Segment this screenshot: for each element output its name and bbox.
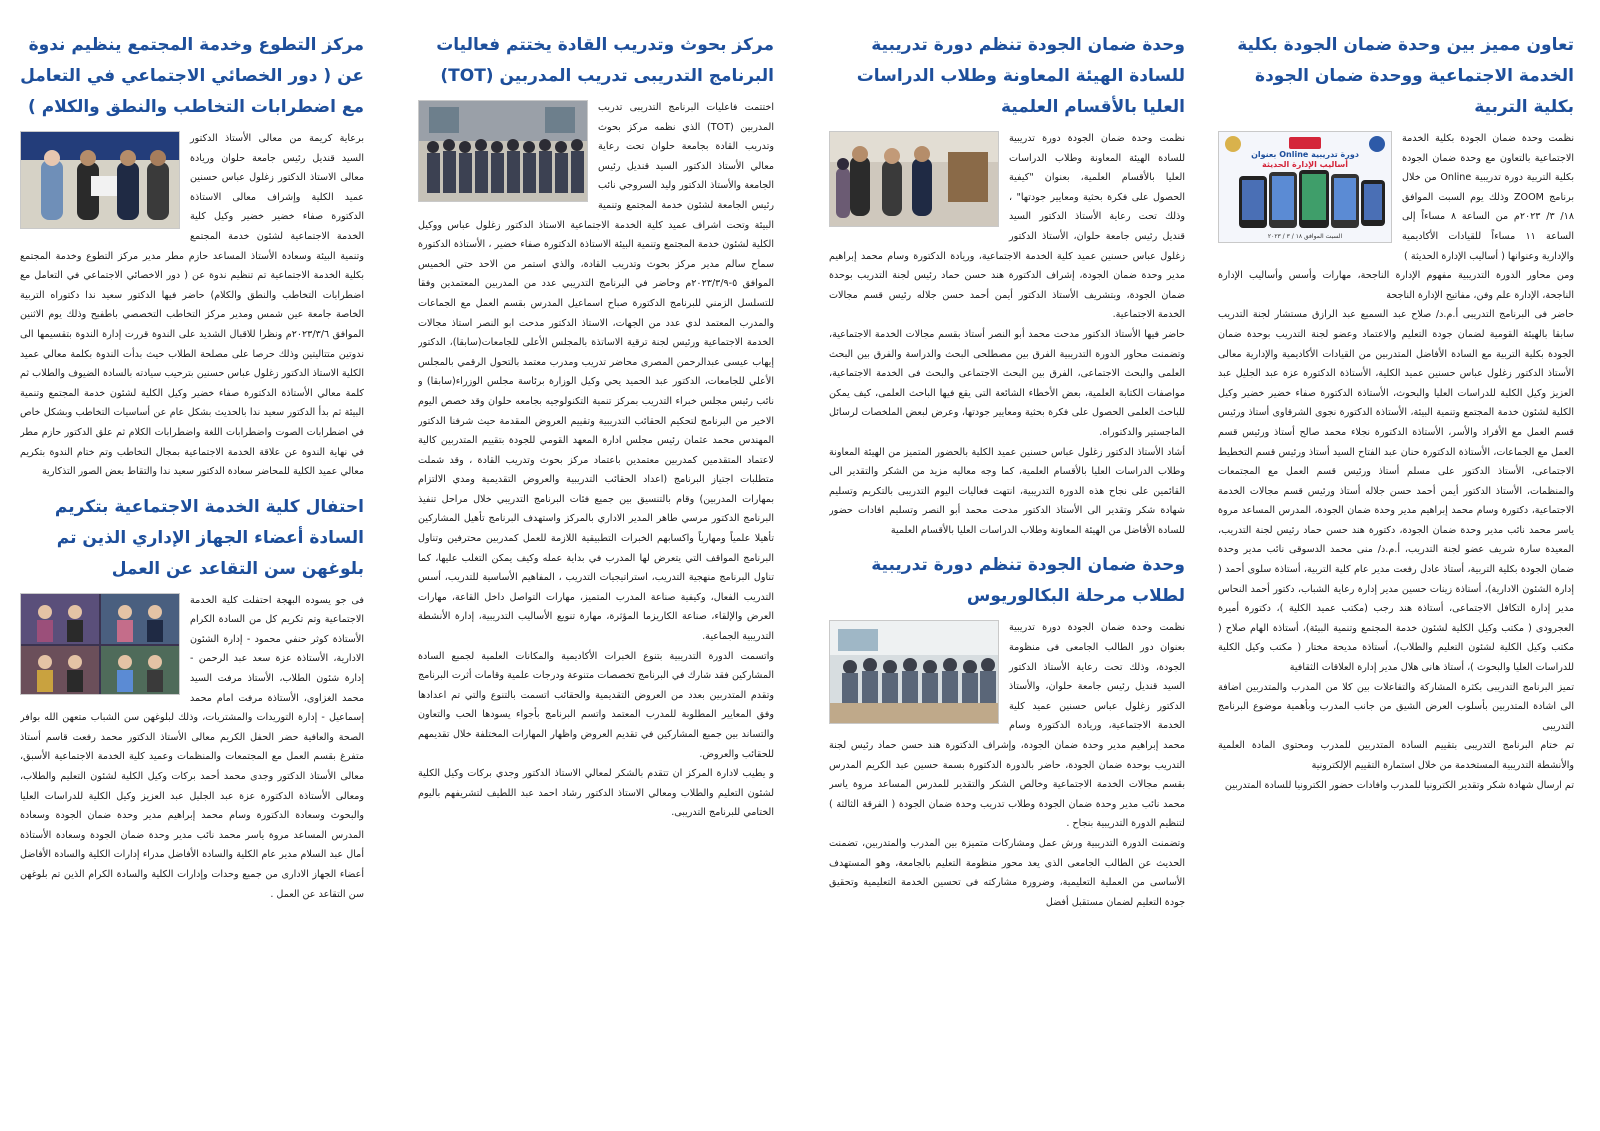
article-5-title: مركز التطوع وخدمة المجتمع ينظيم ندوة عن ( دور الخصائي الاجتماعي في التعامل مع اضطرابات التخاطب والنطق والكلام ) bbox=[20, 35, 364, 117]
article-3-paragraph: نظمت وحدة ضمان الجودة دورة تدريبية بعنوان دور الطالب الجامعى فى منظومة الجودة، وذلك تحت رعاية الأستاذ الدكتور السيد قنديل رئيس جامعة حلوان، والأستاذ الدكتور زغلول عباس حسنين عميد كلية الخدمة الاجتماعية، وريادة الدكتورة وسام محمد إبراهيم مدير وحدة ضمان الجودة، وإشراف الدكتورة هند حسن حماد رئيس لجنة التدريب بوحدة ضمان الجودة، حاضر بالدورة الدكتورة بسمة حسين عبد الكريم المدرس بقسم مجالات الخدمة الاجتماعية وخالص الشكر والتقدير للمدرس المساعد مروة ياسر محمد نائب مدير وحدة ضمان الجودة وطلاب تدريب وحدة ضمان الجودة ( الفرقة الثالثة ) لتنظيم الدورة التدريبية بنجاح . bbox=[829, 622, 1185, 830]
zoom-badge-icon bbox=[1289, 137, 1321, 149]
article-3-photo bbox=[829, 620, 999, 724]
article-2-paragraph: حاضر فيها الأستاذ الدكتور مدحت محمد أبو النصر أستاذ بقسم مجالات الخدمة الاجتماعية، وتضمنت محاور الدورة التدريبية الفرق بين مصطلحى البحث والدراسة والفرق بين البحث العلمى والبحث الاجتماعى، الفرق بين البحث الاجتماعى والبحث فى الخدمة الاجتماعية، مواصفات الكتابة العلمية، بعض الأخطاء الشائعة التى يقع فيها الباحث العلمى، كيف يمكن للباحث العلمى الحصول على فكرة بحثية ومعايير جودتها، وعرض لبعض الملخصات لرسائل الماجستير والدكتوراه. bbox=[829, 328, 1185, 438]
column-1 bbox=[1218, 30, 1574, 1115]
article-4-paragraph: واتسمت الدورة التدريبية بتنوع الخبرات الأكاديمية والمكانات العلمية لجميع السادة المشاركين فقد شارك في البرنامج تخصصات متنوعة ودرجات علمية وقامات أثرت البرنامج وتقدم المتدربين بعدد من العروض التقديمية والحقائب اتسمت بالتنوع والتي تم اعدادها وفق المعايير المطلوبة للمدرب المعتمد واتسم البرنامج بأجواء يسودها الحب والتعاون والتساند بين جميع المشاركين في تقديم العروض واظهار المهارات المختلفة خلال تقديمهم للحقائب والعروض. bbox=[418, 650, 774, 760]
column-4 bbox=[20, 30, 364, 1115]
column-2 bbox=[829, 30, 1185, 1115]
article-1-paragraph: تم ارسال شهادة شكر وتقدير الكترونيا للمدرب وافادات حضور الكترونيا للسادة المتدربين bbox=[1224, 779, 1574, 791]
article-2-paragraph: نظمت وحدة ضمان الجودة دورة تدريبية للسادة الهيئة المعاونة وطلاب الدراسات العليا بالأقسام العلمية، بعنوان "كيفية الحصول على فكرة بحثية ومعايير جودتها" ، وذلك تحت رعاية الأستاذ الدكتور السيد قنديل رئيس جامعة حلوان، الأستاذ الدكتور زغلول عباس حسنين عميد كلية الخدمة الاجتماعية، وريادة الدكتورة وسام محمد إبراهيم مدير وحدة ضمان الجودة، إشراف الدكتورة هند حسن حماد رئيس لجنة التدريب بوحدة ضمان الجودة، وبتشريف الأستاذ الدكتور أيمن أحمد حسن جلاله رئيس قسم مجالات الخدمة الاجتماعية. bbox=[829, 133, 1185, 321]
article-3-paragraph: وتضمنت الدورة التدريبية ورش عمل ومشاركات متميزة بين المدرب والمتدربين، تضمنت الحديث عن الطالب الجامعى الذى يعد محور منظومة التعليم بالجامعة، وهو المستهدف الأساسى من العملية التعليمية، وضرورة مشاركته فى تحسين الخدمة التعليمية وتحقيق جودة التعليم لضمان مستقبل أفضل bbox=[829, 838, 1185, 908]
article-6-photo bbox=[20, 593, 180, 695]
poster-date: السبت الموافق ١٨ / ٣ / ٢٠٢٣ bbox=[1267, 233, 1343, 240]
article-1-paragraph: ومن محاور الدورة التدريبية مفهوم الإدارة الناجحة، مهارات وأسس وأساليب الإدارة الناجحة، الإدارة علم وفن، مفاتيح الإدارة الناجحة bbox=[1218, 270, 1574, 301]
article-2-title: وحدة ضمان الجودة تنظم دورة تدريبية للسادة الهيئة المعاونة وطلاب الدراسات العليا بالأقسام العلمية bbox=[856, 35, 1185, 117]
article-4-title: مركز بحوث وتدريب القادة يختتم فعاليات البرنامج التدريبى تدريب المدربين (TOT) bbox=[436, 35, 774, 86]
poster-caption: دورة تدريبية Online بعنوان bbox=[1251, 150, 1359, 159]
column-3 bbox=[418, 30, 774, 1115]
article-4-photo bbox=[418, 100, 588, 202]
article-5-paragraph: برعاية كريمة من معالى الأستاذ الدكتور السيد قنديل رئيس جامعة حلوان وريادة معالى الاستاذ الدكتور زغلول عباس حسنين عميد الكلية وإشراف معالى الاستاذة الدكتورة صفاء خضير خضير وكيل كلية الخدمة الاجتماعية لشئون خدمة المجتمع وتنمية البيئة وسعادة الأستاذ المساعد حازم مطر مدير مركز التطوع وخدمة المجتمع بكلية الخدمة الاجتماعية تم تنظيم ندوة عن ( دور الاخصائي الاجتماعي في التعامل مع اضطرابات التخاطب والنطق والكلام) حاضر فيها الدكتور سعيد ندا دكتوراه التربية الخاصة جامعة عين شمس ومدير مركز التخاطب التخصصي باطفيح وذلك يوم الاثنين الموافق ٢٠٢٣/٣/٦م ونظرا للاقبال الشديد على الندوة قررت إدارة الندوة بتقسيمها الى ندوتين متتاليتين وذلك حرصا على مصلحة الطلاب حيث بدأت الندوة بكلمة معالي عميد الكلية الاستاذ الدكتور زغلول عباس حسنين بترحيب سيادته بالسادة الضيوف والطلاب ثم كلمة معالي الأستاذة الدكتورة صفاء خضير وكيل الكلية لشئون خدمة المجتمع وتنمية البيئة ثم بدأ الدكتور سعيد ندا بالحديث بشكل عام عن أساسيات التخاطب وبشكل خاص في اضطرابات الصوت واضطرابات اللغة واضطرابات الكلام ثم علق الدكتور حازم مطر في نهاية الندوة عن علاقة الخدمة الاجتماعية بمجال التخاطب وتم ختام الندوة بتكريم معالي عميد الكلية للمحاضر سعادة الدكتور سعيد ندا والتقاط بعض الصور التذكارية bbox=[20, 133, 364, 478]
article-4-body bbox=[418, 98, 774, 823]
article-1-title: تعاون مميز بين وحدة ضمان الجودة بكلية الخدمة الاجتماعية ووحدة ضمان الجودة بكلية التربية bbox=[1237, 35, 1574, 117]
article-3-title: وحدة ضمان الجودة تنظم دورة تدريبية لطلاب مرحلة البكالوريوس bbox=[871, 555, 1185, 607]
article-4-paragraph: و يطيب لادارة المركز ان تتقدم بالشكر لمعالي الاستاذ الدكتور وجدي بركات وكيل الكلية لشئون التعليم والطلاب ومعالي الاستاذ الدكتور رشاد احمد عبد اللطيف لتشريفهم باليوم الختامي للبرنامج التدريبى. bbox=[418, 768, 774, 819]
article-5-photo bbox=[20, 131, 180, 229]
article-1-paragraph: تم ختام البرنامج التدريبى بتقييم السادة المتدربين للمدرب ومحتوى المادة العلمية والأنشطة التدريبية المستخدمة من خلال استمارة التقييم الإلكترونية bbox=[1218, 740, 1574, 771]
article-4-paragraph: اختتمت فاعليات البرنامج التدريبى تدريب المدربين (TOT) الذي نظمه مركز بحوث وتدريب القادة بجامعة حلوان تحت رعاية معالي الأستاذ الدكتور السيد قنديل رئيس الجامعة والأستاذ الدكتور وليد السروجي نائب رئيس الجامعة لشئون خدمة المجتمع وتنمية البيئة وتحت اشراف عميد كلية الخدمة الاجتماعية الاستاذ الدكتور زغلول عباس ووكيل الكلية لشئون خدمة المجتمع وتنمية البيئة الاستاذة الدكتورة صفاء خضير ، الأستاذة الدكتورة سماح سالم مدير مركز بحوث وتدريب القادة، والذي استمر من الاحد حتي الخميس الموافق ٥-٢٠٢٣/٣/٩م وحاضر في البرنامج التدريبي عدد من المدربين المعتمدين وفقا للتسلسل الزمني للبرنامج الدكتورة صباح اسماعيل المدرس بقسم العمل مع الجماعات والمدرب المعتمد لدي عدد من الجهات، الاستاذ الدكتور مدحت ابو النصر استاذ مجالات الخدمة الاجتماعية ورئيس لجنة ترقية الاساتذة بالمجلس الأعلى للجامعات(سابقا)، الدكتور إيهاب عيسى عبدالرحمن المصرى محاضر تدريب ومدرب معتمد بالتحول الرقمي بالمجلس الأعلي للجامعات، الدكتور عبد الحميد يحي وكيل الوزارة برئاسة مجلس الوزراء(سابقا) و نائب رئيس مجلس خبراء التدريب بمركز تنمية التكنولوجيه بجامعه حلوان وقد خصص اليوم الاخير من البرنامج لتحكيم الحقائب التدريبية وتقييم العروض المقدمة حيث شرفنا الدكتور المهندس محمد عثمان رئيس مجلس ادارة المعهد القومي للجودة بتقييم المتدربين كالية لاعتماد المتقدمين كمدربين معتمدين باعتماد مركز بحوث وتدريب القادة ، وقد شملت متطلبات اجتياز البرنامج (اعداد الحقائب التدريبية والعروض التقديمية ومدي الالتزام بمهارات المدربين) وقام بالتنسيق بين جميع فئات البرنامج التدريبي خلال مراحل تنفيذ البرنامج الدكتور مرسي طاهر المدير الاداري بالمركز واستهدف البرنامج تأهيل المشاركين تأهيلا علمياً ومهارياً واكسابهم الخبرات التطبيقية اللازمة للعمل كمدربين محترفين وتناول البرنامج المواقف التي يتعرض لها المدرب في بداية عمله وكيف يمكن التغلب عليها، كما تناول البرنامج منهجية التدريب، استراتيجيات التدريب ، المفاهيم الأساسية للتدريب، أسس التدريب الفعال، وكيفية صناعة المدرب المتميز، مهارات التواصل داخل القاعة، مهارات العرض والإلقاء، صناعة الكاريزما المؤثرة، مهارة تنويع الأساليب التدريبية، إدارة الأنشطة التدريبية الجماعية. bbox=[418, 102, 774, 643]
article-6-paragraph: فى جو يسوده البهجة احتفلت كلية الخدمة الاجتماعية وتم تكريم كل من السادة الكرام الأستاذة كوثر حنفي محمود - إدارة الشئون الادارية، الأستاذة عزة سعد عبد الرحمن - إدارة شئون الطلاب، الأستاذ مرفت السيد محمد الغزاوى، الأستاذة مرفت امام محمد إسماعيل - إدارة التوريدات والمشتريات، وذلك لبلوغهن سن الشباب متعهن الله بوافر الصحة والعافية حضر الحفل الكريم معالى الأستاذ الدكتور محمد رفعت قاسم أستاذ متفرغ بقسم العمل مع المجتمعات والمنظمات وعميد كلية الخدمة الاجتماعية الأسبق، معالى الأستاذ الدكتور وجدى محمد أحمد بركات وكيل الكلية لشئون التعليم والطلاب، ومعالى الأستاذة الدكتورة عزة عبد الجليل عبد العزيز وكيل الكلية للدراسات العليا والبحوث وسعادة الدكتورة وسام محمد إبراهيم مدير وحدة ضمان الجودة وسعادة المدرس المساعد مروة ياسر محمد نائب مدير وحدة ضمان الجودة وسعادة الأستاذة أمال عبد السلام مدير عام الكلية والسادة الأفاضل مدراء إدارات الكلية والسادة الأفاضل أعضاء الجهاز الادارى من جميع وحدات وإدارات الكلية والسادة الكرام الذين تم بلوغهن سن التقاعد عن العمل . bbox=[20, 594, 364, 900]
training-poster-image bbox=[1218, 131, 1392, 243]
article-1-paragraph: تميز البرنامج التدريبى بكثرة المشاركة والتفاعلات بين كلا من المدرب والمتدربين اضافة الى اشادة المتدربين بأسلوب العرض الشيق من جانب المدرب وبأهمية موضوع البرنامج التدريبى bbox=[1218, 681, 1574, 732]
article-2-paragraph: أشاد الأستاذ الدكتور زغلول عباس حسنين عميد الكلية بالحضور المتميز من الهيئة المعاونة وطلاب الدراسات العليا بالأقسام العلمية، كما وجه معاليه مزيد من الشكر والتقدير الى القائمين على نجاح هذه الدورة التدريبية، انتهت فعاليات اليوم التدريبى بالتكريم وتسليم شهادة شكر وتقدير الى الأستاذ الدكتور مدحت محمد أبو النصر وتسليم افادات حضور للسادة الأفاضل من الهيئة المعاونة وطلاب الدراسات العليا بالأقسام العلمية bbox=[829, 446, 1185, 536]
article-1-paragraph: نظمت وحدة ضمان الجودة بكلية الخدمة الاجتماعية بالتعاون مع وحدة ضمان الجودة بكلية التربية دورة تدريبية Online من خلال برنامج ZOOM وذلك يوم السبت الموافق ١٨/ ٣/ ٢٠٢٣م من الساعة ٨ مساءاً إلى الساعة ١١ مساءاً للقيادات الأكاديمية والإدارية وعنوانها ( أساليب الإدارة الحديثة ) bbox=[1402, 133, 1574, 262]
poster-graphic bbox=[1219, 132, 1391, 242]
article-1-paragraph: حاضر فى البرنامج التدريبى أ.م.د/ صلاح عبد السميع عبد الرازق مستشار لجنة التدريب سابقا بالهيئة القومية لضمان جودة التعليم والاعتماد وعضو لجنة التدريب بوحدة ضمان الجودة بكلية التربية مع السادة الأفاضل المتدربين من القيادات الأكاديمية والإدارية معالى الأستاذ الدكتور زغلول عباس حسنين عميد الكلية، الأستاذة الدكتورة عزة عبد الجليل عبد العزيز وكيل الكلية للدراسات العليا والبحوث، الأستاذة الدكتورة صفاء خضير خضير وكيل الكلية لشئون خدمة المجتمع وتنمية البيئة، الأستاذة الدكتورة نجوى الشرقاوى أستاذ ورئيس قسم العمل مع الأفراد والأسر، الأستاذة الدكتورة نجلاء محمد صالح أستاذ ورئيس قسم العمل مع الجماعات، الأستاذة الدكتورة حنان عبد الفتاح السيد أستاذ ورئيس قسم التخطيط الاجتماعى، الأستاذ الدكتور على مسلم أستاذ ورئيس قسم العمل مع المجتمعات والمنظمات، الأستاذ الدكتور أيمن أحمد حسن جلاله أستاذ ورئيس قسم مجالات الخدمة الاجتماعية، دكتورة وسام محمد إبراهيم مدير وحدة ضمان الجودة، المدرس المساعد مروة ياسر محمد نائب مدير وحدة ضمان الجودة، دكتورة هند حسن حماد رئيس لجنة التدريب، المعيدة سارة شريف عضو لجنة التدريب، أ.م.د/ منى محمد الدسوقى نائب مدير وحدة ضمان الجودة بكلية التربية، أستاذ عادل رفعت مدير عام كلية التربية، أستاذة سلوى أحمد ( إدارة الشئون الادارية)، أستاذة زينات حسين مدير إدارة رعاية الشباب، دكتور أحمد النحاس مدير إدارة التكافل الاجتماعى، أستاذة هند رجب (مكتب عميد الكلية )، دكتورة أميرة العجرودى ( مكتب وكيل الكلية لشئون خدمة المجتمع وتنمية البيئة)، أستاذة الهام صلاح ( مكتب وكيل الكلية لشئون التعليم والطلاب)، أستاذة مديحة مختار ( مكتب وكيل الكلية للدراسات العليا والبحوث )، أستاذ هانى هلال مدير إدارة العلاقات الثقافية bbox=[1218, 309, 1574, 674]
poster-subtitle: أساليب الإدارة الحديثة bbox=[1261, 160, 1349, 169]
article-2-photo bbox=[829, 131, 999, 227]
article-6-title: احتفال كلية الخدمة الاجتماعية بتكريم السادة أعضاء الجهاز الإداري الذين تم بلوغهن سن التقاعد عن العمل bbox=[54, 496, 364, 579]
